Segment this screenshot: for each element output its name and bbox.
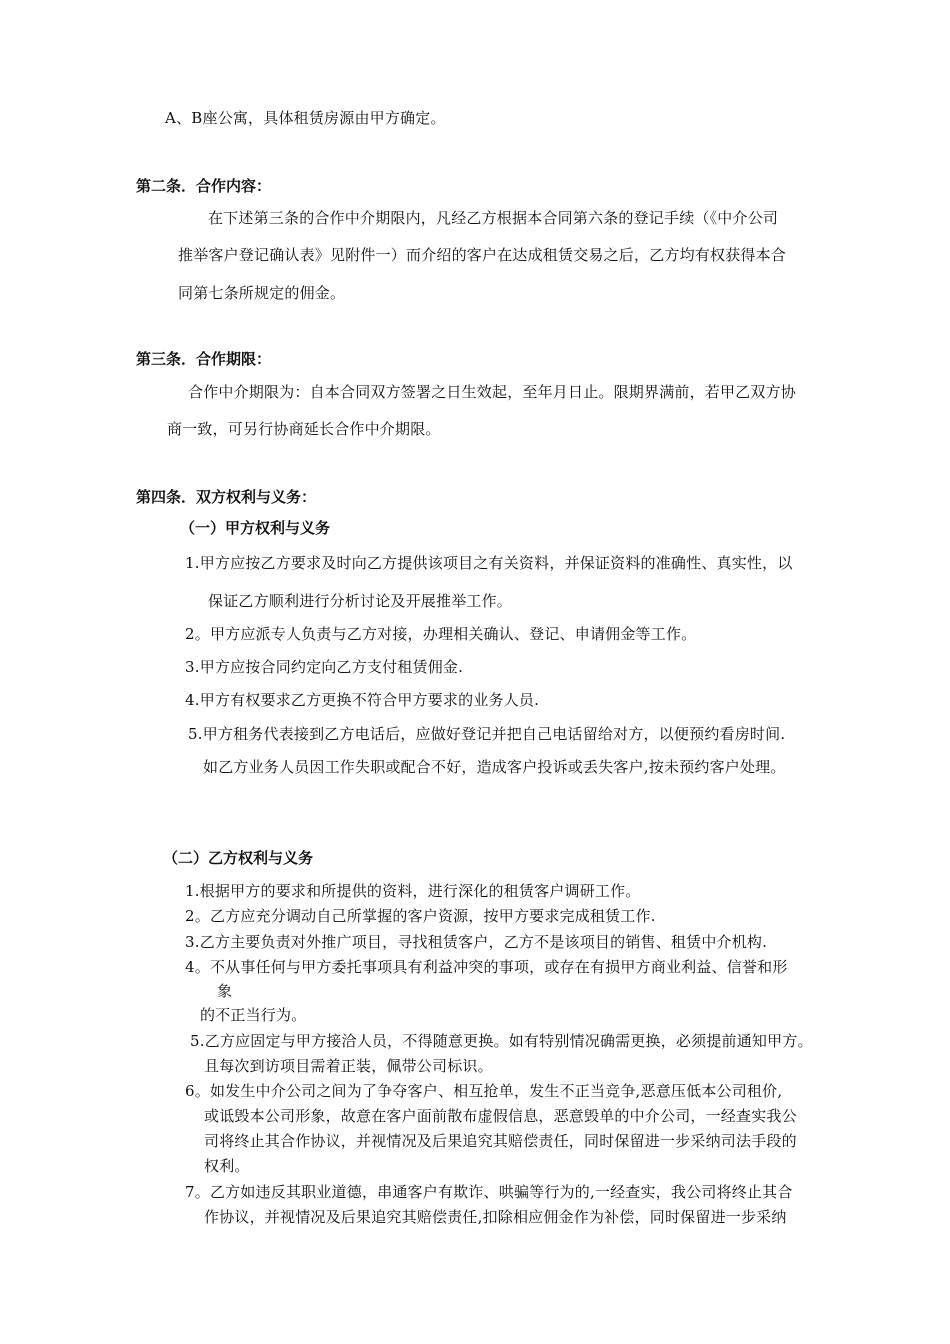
partB-line: 7。乙方如违反其职业道德，串通客户有欺诈、哄骗等行为的,一经查实，我公司将终止其合 — [185, 1183, 793, 1201]
partB-line: 2。乙方应充分调动自己所掌握的客户资源，按甲方要求完成租赁工作. — [185, 907, 656, 925]
partA-line: 2。甲方应派专人负责与乙方对接，办理相关确认、登记、申请佣金等工作。 — [185, 625, 697, 643]
partA-line: 5.甲方租务代表接到乙方电话后，应做好登记并把自己电话留给对方，以便预约看房时间. — [188, 725, 786, 743]
partA-line: 如乙方业务人员因工作失职或配合不好，造成客户投诉或丢失客户,按未预约客户处理。 — [203, 758, 786, 776]
partA-line: 1.甲方应按乙方要求及时向乙方提供该项目之有关资料，并保证资料的准确性、真实性，以 — [185, 554, 793, 572]
article3-line: 合作中介期限为：自本合同双方签署之日生效起，至年月日止。限期界满前，若甲乙双方协 — [188, 383, 797, 401]
article2-heading: 第二条．合作内容： — [136, 177, 272, 195]
intro-line: A、B座公寓，具体租赁房源由甲方确定。 — [165, 109, 446, 127]
article2-line: 推举客户登记确认表》见附件一）而介绍的客户在达成租赁交易之后，乙方均有权获得本合 — [178, 246, 787, 264]
partB-line: 4。不从事任何与甲方委托事项具有利益冲突的事项，或存在有损甲方商业利益、信誉和形 — [185, 958, 788, 976]
partB-line: 1.根据甲方的要求和所提供的资料，进行深化的租赁客户调研工作。 — [185, 882, 641, 900]
partB-line: 6。如发生中介公司之间为了争夺客户、相互抢单，发生不正当竞争,恶意压低本公司租价, — [185, 1082, 783, 1100]
partA-heading: （一）甲方权利与义务 — [180, 519, 331, 537]
partB-line: 5.乙方应固定与甲方接洽人员，不得随意更换。如有特别情况确需更换，必须提前通知甲方。 — [190, 1032, 813, 1050]
article4-heading: 第四条．双方权利与义务： — [136, 488, 317, 506]
partB-line: 或诋毁本公司形象，故意在客户面前散布虚假信息，恶意毁单的中介公司，一经查实我公 — [204, 1107, 797, 1125]
partB-line: 的不正当行为。 — [200, 1006, 307, 1024]
partB-heading: （二）乙方权利与义务 — [163, 849, 314, 867]
article3-heading: 第三条．合作期限： — [136, 350, 272, 368]
partB-line: 作协议，并视情况及后果追究其赔偿责任,扣除相应佣金作为补偿，同时保留进一步采纳 — [204, 1208, 787, 1226]
partA-line: 3.甲方应按合同约定向乙方支付租赁佣金. — [185, 658, 464, 676]
article3-line: 商一致，可另行协商延长合作中介期限。 — [167, 420, 441, 438]
partA-line: 4.甲方有权要求乙方更换不符合甲方要求的业务人员. — [185, 691, 540, 709]
partB-line: 3.乙方主要负责对外推广项目，寻找租赁客户，乙方不是该项目的销售、租赁中介机构. — [185, 933, 768, 951]
partA-line: 保证乙方顺利进行分析讨论及开展推举工作。 — [208, 592, 513, 610]
article2-line: 在下述第三条的合作中介期限内，凡经乙方根据本合同第六条的登记手续（《中介公司 — [208, 209, 779, 227]
article2-line: 同第七条所规定的佣金。 — [178, 284, 346, 302]
partB-line: 司将终止其合作协议，并视情况及后果追究其赔偿责任，同时保留进一步采纳司法手段的 — [204, 1132, 797, 1150]
partB-line: 象 — [217, 982, 233, 1000]
partB-line: 权利。 — [204, 1157, 250, 1175]
partB-line: 且每次到访项目需着正装，佩带公司标识。 — [204, 1057, 493, 1075]
